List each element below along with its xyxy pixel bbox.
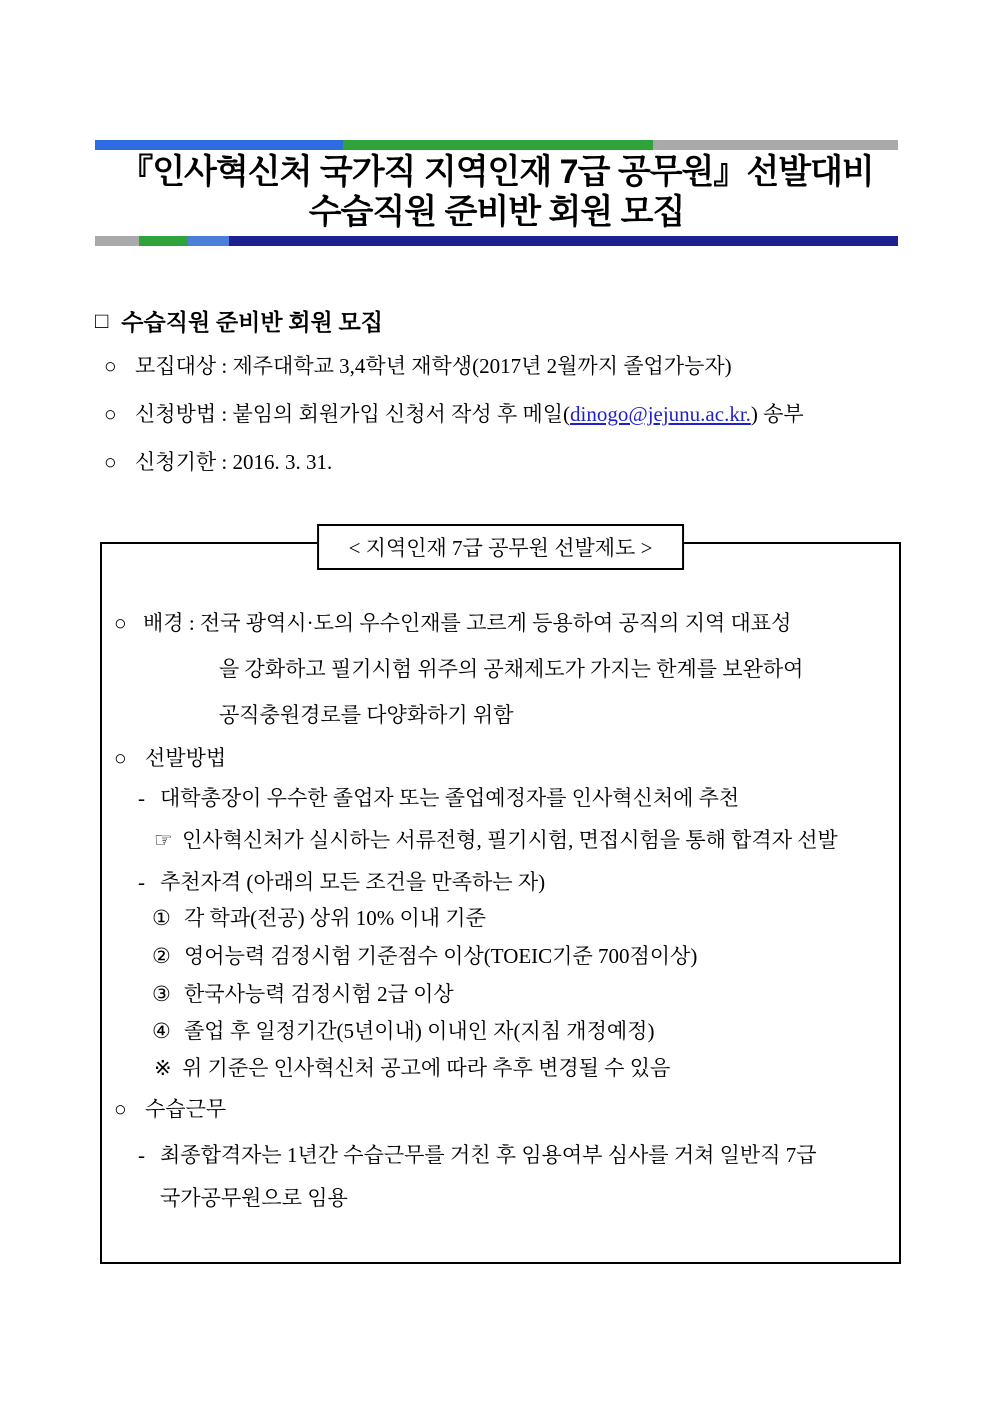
bar-segment-green <box>139 236 188 246</box>
reference-mark-icon: ※ <box>154 1056 172 1080</box>
page-title <box>95 150 898 236</box>
circle-bullet-icon: ○ <box>104 450 117 474</box>
selection-method-heading <box>114 744 885 772</box>
criterion-text-4: 졸업 후 일정기간(5년이내) 이내인 자(지침 개정예정) <box>184 1019 655 1043</box>
bar-segment-blue <box>188 236 229 246</box>
square-bullet-icon: □ <box>95 307 109 333</box>
dash-bullet-icon: - <box>138 1143 145 1167</box>
selection-method-label: 선발방법 <box>145 746 227 770</box>
dash-bullet-icon: - <box>138 786 145 810</box>
deadline-item <box>104 448 914 476</box>
bar-segment-blue <box>95 140 343 150</box>
page-title-line1: 『인사혁신처 국가직 지역인재 7급 공무원』선발대비 <box>119 153 874 191</box>
probation-label: 수습근무 <box>145 1097 227 1121</box>
circled-one-icon: ① <box>152 906 171 930</box>
selection-system-box <box>100 536 901 1264</box>
pointing-hand-icon: ☞ <box>154 828 173 852</box>
circle-bullet-icon: ○ <box>114 1097 127 1121</box>
background-line1: 배경 : 전국 광역시·도의 우수인재를 고르게 등용하여 공직의 지역 대표성 <box>143 611 792 635</box>
note-item <box>114 1054 885 1082</box>
probation-detail-continuation <box>114 1184 885 1212</box>
criterion-text-3: 한국사능력 검정시험 2급 이상 <box>184 982 454 1006</box>
section-heading <box>95 304 383 337</box>
criterion-item-1 <box>114 904 885 932</box>
background-text <box>143 600 885 738</box>
selection-box-content <box>102 544 899 1212</box>
background-paragraph <box>114 600 885 738</box>
circle-bullet-icon: ○ <box>114 746 127 770</box>
page-title-line2: 수습직원 준비반 회원 모집 <box>308 193 685 231</box>
background-line2: 을 강화하고 필기시험 위주의 공채제도가 가지는 한계를 보완하여 <box>219 657 804 681</box>
dash-bullet-icon: - <box>138 870 145 894</box>
title-bottom-bar <box>95 236 898 246</box>
criterion-text-1: 각 학과(전공) 상위 10% 이내 기준 <box>184 906 486 930</box>
circled-three-icon: ③ <box>152 982 171 1006</box>
apply-method-text <box>135 400 804 428</box>
recruit-list <box>104 352 914 496</box>
apply-method-post: ) 송부 <box>750 402 804 426</box>
qualification-text: 추천자격 (아래의 모든 조건을 만족하는 자) <box>160 870 546 894</box>
circle-bullet-icon: ○ <box>104 402 117 426</box>
circled-four-icon: ④ <box>152 1019 171 1043</box>
bar-segment-green <box>343 140 653 150</box>
exam-process-item <box>114 826 885 854</box>
criterion-item-2 <box>114 942 885 970</box>
probation-heading <box>114 1095 885 1123</box>
circle-bullet-icon: ○ <box>104 354 117 378</box>
apply-method-pre: 신청방법 : 붙임의 회원가입 신청서 작성 후 메일( <box>135 402 571 426</box>
exam-process-text: 인사혁신처가 실시하는 서류전형, 필기시험, 면접시험을 통해 합격자 선발 <box>182 828 838 852</box>
bar-segment-gray <box>95 236 139 246</box>
bar-segment-navy <box>229 236 898 246</box>
probation-detail-line2: 국가공무원으로 임용 <box>160 1186 348 1210</box>
deadline-text: 신청기한 : 2016. 3. 31. <box>135 450 333 474</box>
circled-two-icon: ② <box>152 944 171 968</box>
circle-bullet-icon: ○ <box>114 611 127 635</box>
section-heading-label: 수습직원 준비반 회원 모집 <box>121 310 383 335</box>
probation-detail-item <box>114 1141 885 1169</box>
title-top-bar <box>95 140 898 150</box>
criterion-item-4 <box>114 1017 885 1045</box>
criterion-text-2: 영어능력 검정시험 기준점수 이상(TOEIC기준 700점이상) <box>184 944 698 968</box>
email-link[interactable]: dinogo@jejunu.ac.kr. <box>570 402 751 426</box>
background-line3: 공직충원경로를 다양화하기 위함 <box>219 703 514 727</box>
recommendation-text: 대학총장이 우수한 졸업자 또는 졸업예정자를 인사혁신처에 추천 <box>160 786 740 810</box>
note-text: 위 기준은 인사혁신처 공고에 따라 추후 변경될 수 있음 <box>182 1056 671 1080</box>
recommendation-item <box>114 784 885 812</box>
apply-method-item <box>104 400 914 428</box>
recruit-target-item <box>104 352 914 380</box>
bar-segment-gray <box>653 140 898 150</box>
criterion-item-3 <box>114 980 885 1008</box>
recruit-target-text: 모집대상 : 제주대학교 3,4학년 재학생(2017년 2월까지 졸업가능자) <box>135 354 732 378</box>
qualification-item <box>114 868 885 896</box>
title-block <box>95 140 898 246</box>
selection-box-title: < 지역인재 7급 공무원 선발제도 > <box>317 524 685 570</box>
probation-detail-line1: 최종합격자는 1년간 수습근무를 거친 후 임용여부 심사를 거쳐 일반직 7급 <box>160 1143 817 1167</box>
